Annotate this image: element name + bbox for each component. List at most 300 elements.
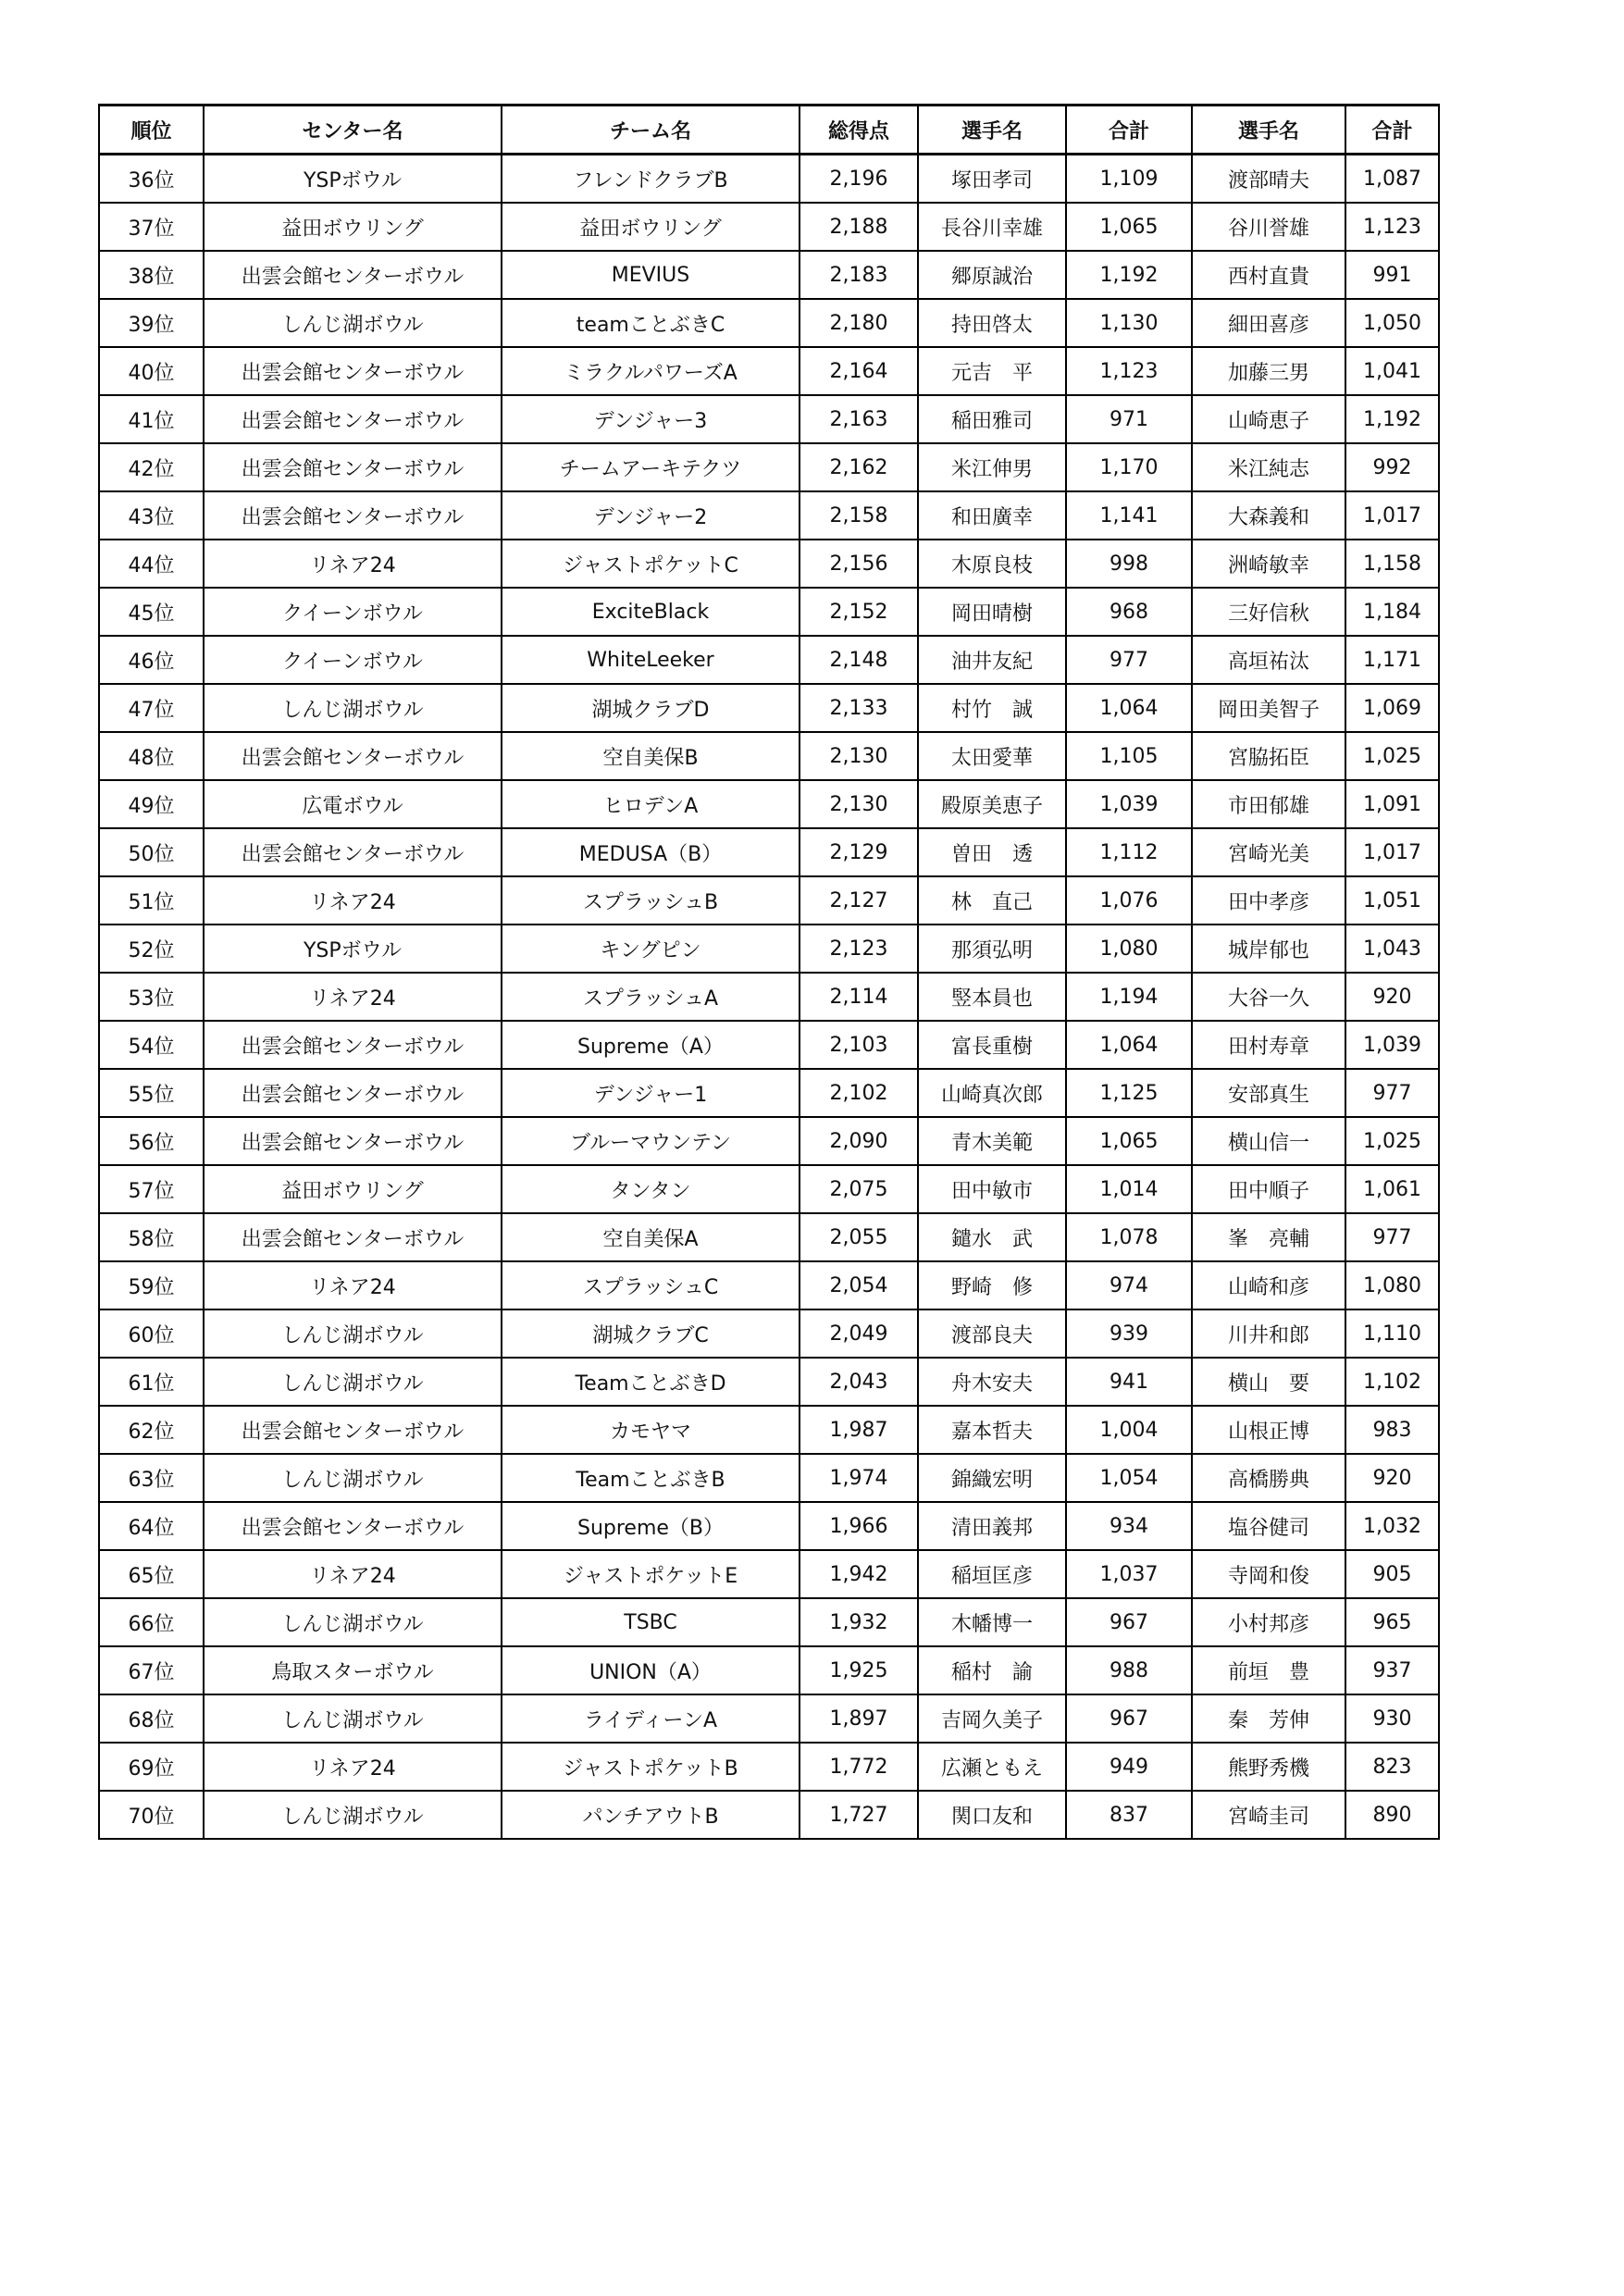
cell-total-score: 1,727 bbox=[800, 1791, 918, 1839]
cell-player1-score: 934 bbox=[1066, 1502, 1192, 1550]
cell-total-score: 1,925 bbox=[800, 1646, 918, 1694]
cell-player2-score: 991 bbox=[1345, 251, 1439, 299]
cell-center-name: YSPボウル bbox=[204, 155, 502, 204]
cell-team-name: TeamことぶきB bbox=[502, 1454, 800, 1502]
cell-total-score: 2,158 bbox=[800, 491, 918, 540]
table-header-row bbox=[99, 105, 1439, 155]
table-row bbox=[99, 443, 1439, 491]
cell-team-name: デンジャー2 bbox=[502, 491, 800, 540]
table-row bbox=[99, 299, 1439, 347]
cell-player1-name: 稲田雅司 bbox=[918, 395, 1066, 443]
cell-total-score: 1,942 bbox=[800, 1550, 918, 1598]
cell-player2-score: 937 bbox=[1345, 1646, 1439, 1694]
cell-center-name: 広電ボウル bbox=[204, 780, 502, 828]
cell-team-name: TSBC bbox=[502, 1598, 800, 1646]
cell-player2-name: 宮崎圭司 bbox=[1192, 1791, 1345, 1839]
cell-player2-score: 1,025 bbox=[1345, 732, 1439, 780]
cell-team-name: デンジャー1 bbox=[502, 1069, 800, 1117]
cell-player2-score: 1,102 bbox=[1345, 1358, 1439, 1406]
cell-player2-name: 大谷一久 bbox=[1192, 973, 1345, 1021]
cell-rank: 62位 bbox=[99, 1406, 204, 1454]
cell-player1-name: 木原良枝 bbox=[918, 540, 1066, 588]
table-row bbox=[99, 155, 1439, 204]
cell-rank: 63位 bbox=[99, 1454, 204, 1502]
cell-player1-name: 郷原誠治 bbox=[918, 251, 1066, 299]
cell-player2-name: 細田喜彦 bbox=[1192, 299, 1345, 347]
header-player1-name: 選手名 bbox=[918, 105, 1066, 155]
cell-player2-score: 823 bbox=[1345, 1743, 1439, 1791]
cell-center-name: クイーンボウル bbox=[204, 588, 502, 636]
cell-rank: 42位 bbox=[99, 443, 204, 491]
cell-total-score: 2,103 bbox=[800, 1021, 918, 1069]
cell-team-name: ライディーンA bbox=[502, 1694, 800, 1743]
table-row bbox=[99, 636, 1439, 684]
cell-player2-score: 1,110 bbox=[1345, 1309, 1439, 1358]
cell-total-score: 2,075 bbox=[800, 1165, 918, 1213]
cell-player2-name: 熊野秀機 bbox=[1192, 1743, 1345, 1791]
cell-player1-score: 939 bbox=[1066, 1309, 1192, 1358]
table-row bbox=[99, 1117, 1439, 1165]
cell-team-name: ジャストポケットC bbox=[502, 540, 800, 588]
table-row bbox=[99, 925, 1439, 973]
cell-rank: 60位 bbox=[99, 1309, 204, 1358]
table-row bbox=[99, 828, 1439, 876]
cell-player2-score: 1,050 bbox=[1345, 299, 1439, 347]
cell-player1-name: 舟木安夫 bbox=[918, 1358, 1066, 1406]
cell-player2-name: 宮崎光美 bbox=[1192, 828, 1345, 876]
cell-player2-name: 市田郁雄 bbox=[1192, 780, 1345, 828]
cell-team-name: スプラッシュB bbox=[502, 876, 800, 925]
cell-rank: 64位 bbox=[99, 1502, 204, 1550]
cell-total-score: 2,148 bbox=[800, 636, 918, 684]
cell-player1-name: 曽田 透 bbox=[918, 828, 1066, 876]
cell-team-name: teamことぶきC bbox=[502, 299, 800, 347]
table-row bbox=[99, 1261, 1439, 1309]
cell-player1-name: 田中敏市 bbox=[918, 1165, 1066, 1213]
cell-player1-name: 木幡博一 bbox=[918, 1598, 1066, 1646]
cell-rank: 65位 bbox=[99, 1550, 204, 1598]
cell-center-name: しんじ湖ボウル bbox=[204, 1694, 502, 1743]
cell-center-name: 出雲会館センターボウル bbox=[204, 1021, 502, 1069]
cell-team-name: タンタン bbox=[502, 1165, 800, 1213]
cell-rank: 50位 bbox=[99, 828, 204, 876]
cell-player2-score: 1,025 bbox=[1345, 1117, 1439, 1165]
cell-player1-score: 837 bbox=[1066, 1791, 1192, 1839]
results-table bbox=[98, 104, 1440, 1840]
cell-player1-score: 1,039 bbox=[1066, 780, 1192, 828]
cell-center-name: しんじ湖ボウル bbox=[204, 1598, 502, 1646]
table-row bbox=[99, 395, 1439, 443]
table-row bbox=[99, 1598, 1439, 1646]
cell-total-score: 2,156 bbox=[800, 540, 918, 588]
cell-team-name: 空自美保B bbox=[502, 732, 800, 780]
cell-player1-score: 1,078 bbox=[1066, 1213, 1192, 1261]
cell-rank: 52位 bbox=[99, 925, 204, 973]
cell-player1-score: 1,109 bbox=[1066, 155, 1192, 204]
cell-player2-score: 977 bbox=[1345, 1069, 1439, 1117]
cell-player2-name: 小村邦彦 bbox=[1192, 1598, 1345, 1646]
cell-player1-name: 岡田晴樹 bbox=[918, 588, 1066, 636]
cell-team-name: 空自美保A bbox=[502, 1213, 800, 1261]
table-row bbox=[99, 540, 1439, 588]
cell-team-name: 湖城クラブC bbox=[502, 1309, 800, 1358]
cell-player1-name: 嘉本哲夫 bbox=[918, 1406, 1066, 1454]
cell-center-name: クイーンボウル bbox=[204, 636, 502, 684]
cell-player2-name: 米江純志 bbox=[1192, 443, 1345, 491]
table-row bbox=[99, 251, 1439, 299]
cell-total-score: 1,897 bbox=[800, 1694, 918, 1743]
cell-player1-score: 1,192 bbox=[1066, 251, 1192, 299]
cell-team-name: MEVIUS bbox=[502, 251, 800, 299]
cell-player1-name: 吉岡久美子 bbox=[918, 1694, 1066, 1743]
cell-player1-name: 関口友和 bbox=[918, 1791, 1066, 1839]
header-player1-score: 合計 bbox=[1066, 105, 1192, 155]
cell-center-name: しんじ湖ボウル bbox=[204, 1454, 502, 1502]
cell-rank: 51位 bbox=[99, 876, 204, 925]
cell-player2-name: 谷川誉雄 bbox=[1192, 203, 1345, 251]
cell-team-name: ブルーマウンテン bbox=[502, 1117, 800, 1165]
cell-team-name: TeamことぶきD bbox=[502, 1358, 800, 1406]
cell-player2-score: 1,171 bbox=[1345, 636, 1439, 684]
cell-player2-name: 渡部晴夫 bbox=[1192, 155, 1345, 204]
cell-rank: 36位 bbox=[99, 155, 204, 204]
cell-team-name: チームアーキテクツ bbox=[502, 443, 800, 491]
cell-total-score: 2,049 bbox=[800, 1309, 918, 1358]
cell-total-score: 2,196 bbox=[800, 155, 918, 204]
cell-rank: 39位 bbox=[99, 299, 204, 347]
cell-player1-score: 968 bbox=[1066, 588, 1192, 636]
cell-player1-score: 988 bbox=[1066, 1646, 1192, 1694]
cell-center-name: 出雲会館センターボウル bbox=[204, 1069, 502, 1117]
cell-total-score: 1,974 bbox=[800, 1454, 918, 1502]
cell-rank: 55位 bbox=[99, 1069, 204, 1117]
table-row bbox=[99, 1213, 1439, 1261]
table-row bbox=[99, 1743, 1439, 1791]
cell-player1-name: 竪本員也 bbox=[918, 973, 1066, 1021]
header-team-name: チーム名 bbox=[502, 105, 800, 155]
cell-player1-score: 1,037 bbox=[1066, 1550, 1192, 1598]
cell-player2-name: 寺岡和俊 bbox=[1192, 1550, 1345, 1598]
cell-center-name: 出雲会館センターボウル bbox=[204, 1117, 502, 1165]
cell-player2-score: 1,123 bbox=[1345, 203, 1439, 251]
cell-player1-name: 富長重樹 bbox=[918, 1021, 1066, 1069]
cell-player1-name: 林 直己 bbox=[918, 876, 1066, 925]
cell-player1-name: 村竹 誠 bbox=[918, 684, 1066, 732]
cell-rank: 68位 bbox=[99, 1694, 204, 1743]
table-row bbox=[99, 588, 1439, 636]
cell-player2-score: 1,087 bbox=[1345, 155, 1439, 204]
cell-rank: 47位 bbox=[99, 684, 204, 732]
cell-total-score: 2,129 bbox=[800, 828, 918, 876]
cell-player2-name: 高橋勝典 bbox=[1192, 1454, 1345, 1502]
cell-player2-score: 905 bbox=[1345, 1550, 1439, 1598]
cell-team-name: スプラッシュC bbox=[502, 1261, 800, 1309]
cell-team-name: MEDUSA（B） bbox=[502, 828, 800, 876]
cell-player1-score: 974 bbox=[1066, 1261, 1192, 1309]
cell-player2-name: 三好信秋 bbox=[1192, 588, 1345, 636]
cell-total-score: 2,180 bbox=[800, 299, 918, 347]
cell-player1-score: 977 bbox=[1066, 636, 1192, 684]
cell-player2-score: 930 bbox=[1345, 1694, 1439, 1743]
cell-player1-score: 971 bbox=[1066, 395, 1192, 443]
table-row bbox=[99, 780, 1439, 828]
cell-rank: 46位 bbox=[99, 636, 204, 684]
cell-player2-score: 1,192 bbox=[1345, 395, 1439, 443]
cell-total-score: 2,183 bbox=[800, 251, 918, 299]
cell-total-score: 2,130 bbox=[800, 732, 918, 780]
cell-team-name: Supreme（A） bbox=[502, 1021, 800, 1069]
cell-center-name: リネア24 bbox=[204, 540, 502, 588]
cell-player1-name: 稲村 諭 bbox=[918, 1646, 1066, 1694]
cell-rank: 38位 bbox=[99, 251, 204, 299]
cell-player1-score: 1,112 bbox=[1066, 828, 1192, 876]
cell-player1-score: 1,076 bbox=[1066, 876, 1192, 925]
cell-team-name: UNION（A） bbox=[502, 1646, 800, 1694]
cell-player1-score: 1,065 bbox=[1066, 1117, 1192, 1165]
cell-rank: 49位 bbox=[99, 780, 204, 828]
cell-player2-score: 983 bbox=[1345, 1406, 1439, 1454]
header-rank: 順位 bbox=[99, 105, 204, 155]
cell-team-name: スプラッシュA bbox=[502, 973, 800, 1021]
cell-center-name: 益田ボウリング bbox=[204, 1165, 502, 1213]
cell-rank: 57位 bbox=[99, 1165, 204, 1213]
cell-total-score: 2,043 bbox=[800, 1358, 918, 1406]
cell-player1-name: 鑓水 武 bbox=[918, 1213, 1066, 1261]
cell-player1-name: 長谷川幸雄 bbox=[918, 203, 1066, 251]
cell-total-score: 2,163 bbox=[800, 395, 918, 443]
cell-player1-name: 殿原美恵子 bbox=[918, 780, 1066, 828]
cell-team-name: WhiteLeeker bbox=[502, 636, 800, 684]
cell-total-score: 2,114 bbox=[800, 973, 918, 1021]
cell-player2-name: 峯 亮輔 bbox=[1192, 1213, 1345, 1261]
cell-rank: 59位 bbox=[99, 1261, 204, 1309]
cell-player2-score: 1,091 bbox=[1345, 780, 1439, 828]
cell-rank: 61位 bbox=[99, 1358, 204, 1406]
cell-team-name: ヒロデンA bbox=[502, 780, 800, 828]
cell-player1-name: 塚田孝司 bbox=[918, 155, 1066, 204]
cell-rank: 67位 bbox=[99, 1646, 204, 1694]
cell-player1-score: 967 bbox=[1066, 1694, 1192, 1743]
results-body bbox=[99, 155, 1439, 1840]
cell-center-name: しんじ湖ボウル bbox=[204, 299, 502, 347]
table-row bbox=[99, 1165, 1439, 1213]
cell-center-name: 出雲会館センターボウル bbox=[204, 443, 502, 491]
table-row bbox=[99, 1550, 1439, 1598]
cell-player2-score: 1,158 bbox=[1345, 540, 1439, 588]
cell-center-name: リネア24 bbox=[204, 1743, 502, 1791]
cell-player1-score: 1,194 bbox=[1066, 973, 1192, 1021]
table-row bbox=[99, 203, 1439, 251]
cell-player1-name: 山崎真次郎 bbox=[918, 1069, 1066, 1117]
cell-total-score: 1,932 bbox=[800, 1598, 918, 1646]
cell-total-score: 1,772 bbox=[800, 1743, 918, 1791]
cell-player1-score: 949 bbox=[1066, 1743, 1192, 1791]
cell-player1-name: 那須弘明 bbox=[918, 925, 1066, 973]
cell-player2-name: 洲崎敏幸 bbox=[1192, 540, 1345, 588]
cell-player1-name: 青木美範 bbox=[918, 1117, 1066, 1165]
cell-player2-score: 1,017 bbox=[1345, 491, 1439, 540]
table-row bbox=[99, 1791, 1439, 1839]
cell-center-name: 出雲会館センターボウル bbox=[204, 251, 502, 299]
cell-player2-name: 田村寿章 bbox=[1192, 1021, 1345, 1069]
cell-player2-name: 前垣 豊 bbox=[1192, 1646, 1345, 1694]
table-row bbox=[99, 1069, 1439, 1117]
cell-player1-name: 錦織宏明 bbox=[918, 1454, 1066, 1502]
cell-center-name: しんじ湖ボウル bbox=[204, 684, 502, 732]
cell-team-name: フレンドクラブB bbox=[502, 155, 800, 204]
cell-player1-score: 1,014 bbox=[1066, 1165, 1192, 1213]
cell-rank: 53位 bbox=[99, 973, 204, 1021]
cell-team-name: ジャストポケットB bbox=[502, 1743, 800, 1791]
cell-player2-score: 1,017 bbox=[1345, 828, 1439, 876]
cell-player1-score: 1,105 bbox=[1066, 732, 1192, 780]
cell-center-name: 益田ボウリング bbox=[204, 203, 502, 251]
cell-player1-name: 油井友紀 bbox=[918, 636, 1066, 684]
cell-player2-score: 977 bbox=[1345, 1213, 1439, 1261]
table-row bbox=[99, 1502, 1439, 1550]
table-row bbox=[99, 876, 1439, 925]
cell-player2-name: 高垣祐汰 bbox=[1192, 636, 1345, 684]
cell-team-name: 湖城クラブD bbox=[502, 684, 800, 732]
cell-team-name: Supreme（B） bbox=[502, 1502, 800, 1550]
cell-player2-name: 山根正博 bbox=[1192, 1406, 1345, 1454]
cell-team-name: カモヤマ bbox=[502, 1406, 800, 1454]
cell-center-name: 出雲会館センターボウル bbox=[204, 1213, 502, 1261]
cell-rank: 45位 bbox=[99, 588, 204, 636]
header-player2-score: 合計 bbox=[1345, 105, 1439, 155]
cell-player1-name: 渡部良夫 bbox=[918, 1309, 1066, 1358]
cell-center-name: 出雲会館センターボウル bbox=[204, 1502, 502, 1550]
cell-team-name: ミラクルパワーズA bbox=[502, 347, 800, 395]
cell-team-name: パンチアウトB bbox=[502, 1791, 800, 1839]
cell-player1-name: 広瀬ともえ bbox=[918, 1743, 1066, 1791]
header-total-score: 総得点 bbox=[800, 105, 918, 155]
cell-player2-name: 安部真生 bbox=[1192, 1069, 1345, 1117]
cell-player1-score: 1,004 bbox=[1066, 1406, 1192, 1454]
cell-player2-name: 田中順子 bbox=[1192, 1165, 1345, 1213]
cell-total-score: 2,188 bbox=[800, 203, 918, 251]
cell-player1-score: 1,125 bbox=[1066, 1069, 1192, 1117]
cell-center-name: 出雲会館センターボウル bbox=[204, 347, 502, 395]
cell-rank: 70位 bbox=[99, 1791, 204, 1839]
cell-player2-name: 秦 芳伸 bbox=[1192, 1694, 1345, 1743]
cell-team-name: 益田ボウリング bbox=[502, 203, 800, 251]
cell-center-name: リネア24 bbox=[204, 1550, 502, 1598]
cell-player1-score: 941 bbox=[1066, 1358, 1192, 1406]
cell-player1-name: 和田廣幸 bbox=[918, 491, 1066, 540]
cell-player2-name: 加藤三男 bbox=[1192, 347, 1345, 395]
cell-center-name: しんじ湖ボウル bbox=[204, 1791, 502, 1839]
cell-rank: 54位 bbox=[99, 1021, 204, 1069]
cell-rank: 40位 bbox=[99, 347, 204, 395]
table-row bbox=[99, 684, 1439, 732]
table-row bbox=[99, 1358, 1439, 1406]
cell-total-score: 2,123 bbox=[800, 925, 918, 973]
cell-player1-score: 1,170 bbox=[1066, 443, 1192, 491]
table-row bbox=[99, 491, 1439, 540]
cell-player2-name: 川井和郎 bbox=[1192, 1309, 1345, 1358]
cell-center-name: しんじ湖ボウル bbox=[204, 1358, 502, 1406]
cell-player1-name: 清田義邦 bbox=[918, 1502, 1066, 1550]
cell-center-name: 鳥取スターボウル bbox=[204, 1646, 502, 1694]
cell-player2-score: 992 bbox=[1345, 443, 1439, 491]
cell-player2-score: 1,061 bbox=[1345, 1165, 1439, 1213]
cell-total-score: 2,102 bbox=[800, 1069, 918, 1117]
table-row bbox=[99, 732, 1439, 780]
cell-player2-name: 西村直貴 bbox=[1192, 251, 1345, 299]
cell-player2-name: 岡田美智子 bbox=[1192, 684, 1345, 732]
cell-total-score: 2,164 bbox=[800, 347, 918, 395]
cell-player1-name: 元吉 平 bbox=[918, 347, 1066, 395]
cell-player2-name: 塩谷健司 bbox=[1192, 1502, 1345, 1550]
cell-center-name: 出雲会館センターボウル bbox=[204, 395, 502, 443]
cell-player1-score: 1,141 bbox=[1066, 491, 1192, 540]
cell-total-score: 2,090 bbox=[800, 1117, 918, 1165]
cell-total-score: 2,127 bbox=[800, 876, 918, 925]
cell-total-score: 2,055 bbox=[800, 1213, 918, 1261]
cell-player2-score: 1,039 bbox=[1345, 1021, 1439, 1069]
cell-player2-name: 大森義和 bbox=[1192, 491, 1345, 540]
cell-rank: 48位 bbox=[99, 732, 204, 780]
table-row bbox=[99, 1406, 1439, 1454]
cell-player1-score: 1,064 bbox=[1066, 1021, 1192, 1069]
cell-total-score: 2,152 bbox=[800, 588, 918, 636]
cell-player2-name: 田中孝彦 bbox=[1192, 876, 1345, 925]
cell-total-score: 2,054 bbox=[800, 1261, 918, 1309]
cell-player1-score: 1,054 bbox=[1066, 1454, 1192, 1502]
cell-total-score: 1,987 bbox=[800, 1406, 918, 1454]
cell-center-name: 出雲会館センターボウル bbox=[204, 491, 502, 540]
cell-center-name: リネア24 bbox=[204, 876, 502, 925]
cell-player1-score: 1,080 bbox=[1066, 925, 1192, 973]
cell-team-name: デンジャー3 bbox=[502, 395, 800, 443]
cell-center-name: しんじ湖ボウル bbox=[204, 1309, 502, 1358]
cell-player2-score: 1,043 bbox=[1345, 925, 1439, 973]
cell-player1-name: 稲垣匡彦 bbox=[918, 1550, 1066, 1598]
cell-total-score: 2,162 bbox=[800, 443, 918, 491]
cell-center-name: YSPボウル bbox=[204, 925, 502, 973]
table-row bbox=[99, 1454, 1439, 1502]
table-row bbox=[99, 1021, 1439, 1069]
cell-player2-score: 1,069 bbox=[1345, 684, 1439, 732]
cell-center-name: リネア24 bbox=[204, 973, 502, 1021]
cell-player1-score: 1,123 bbox=[1066, 347, 1192, 395]
cell-player1-name: 米江伸男 bbox=[918, 443, 1066, 491]
table-row bbox=[99, 973, 1439, 1021]
cell-player2-score: 965 bbox=[1345, 1598, 1439, 1646]
cell-rank: 58位 bbox=[99, 1213, 204, 1261]
cell-total-score: 2,133 bbox=[800, 684, 918, 732]
table-row bbox=[99, 1694, 1439, 1743]
cell-player1-score: 967 bbox=[1066, 1598, 1192, 1646]
cell-player1-score: 1,065 bbox=[1066, 203, 1192, 251]
cell-player2-name: 山崎恵子 bbox=[1192, 395, 1345, 443]
cell-player2-name: 城岸郁也 bbox=[1192, 925, 1345, 973]
cell-player2-name: 山崎和彦 bbox=[1192, 1261, 1345, 1309]
cell-rank: 43位 bbox=[99, 491, 204, 540]
cell-center-name: 出雲会館センターボウル bbox=[204, 828, 502, 876]
cell-rank: 37位 bbox=[99, 203, 204, 251]
cell-player1-score: 998 bbox=[1066, 540, 1192, 588]
cell-rank: 69位 bbox=[99, 1743, 204, 1791]
cell-team-name: キングピン bbox=[502, 925, 800, 973]
cell-player2-score: 1,041 bbox=[1345, 347, 1439, 395]
cell-rank: 44位 bbox=[99, 540, 204, 588]
cell-team-name: ジャストポケットE bbox=[502, 1550, 800, 1598]
cell-center-name: 出雲会館センターボウル bbox=[204, 732, 502, 780]
cell-player1-name: 持田啓太 bbox=[918, 299, 1066, 347]
header-center-name: センター名 bbox=[204, 105, 502, 155]
